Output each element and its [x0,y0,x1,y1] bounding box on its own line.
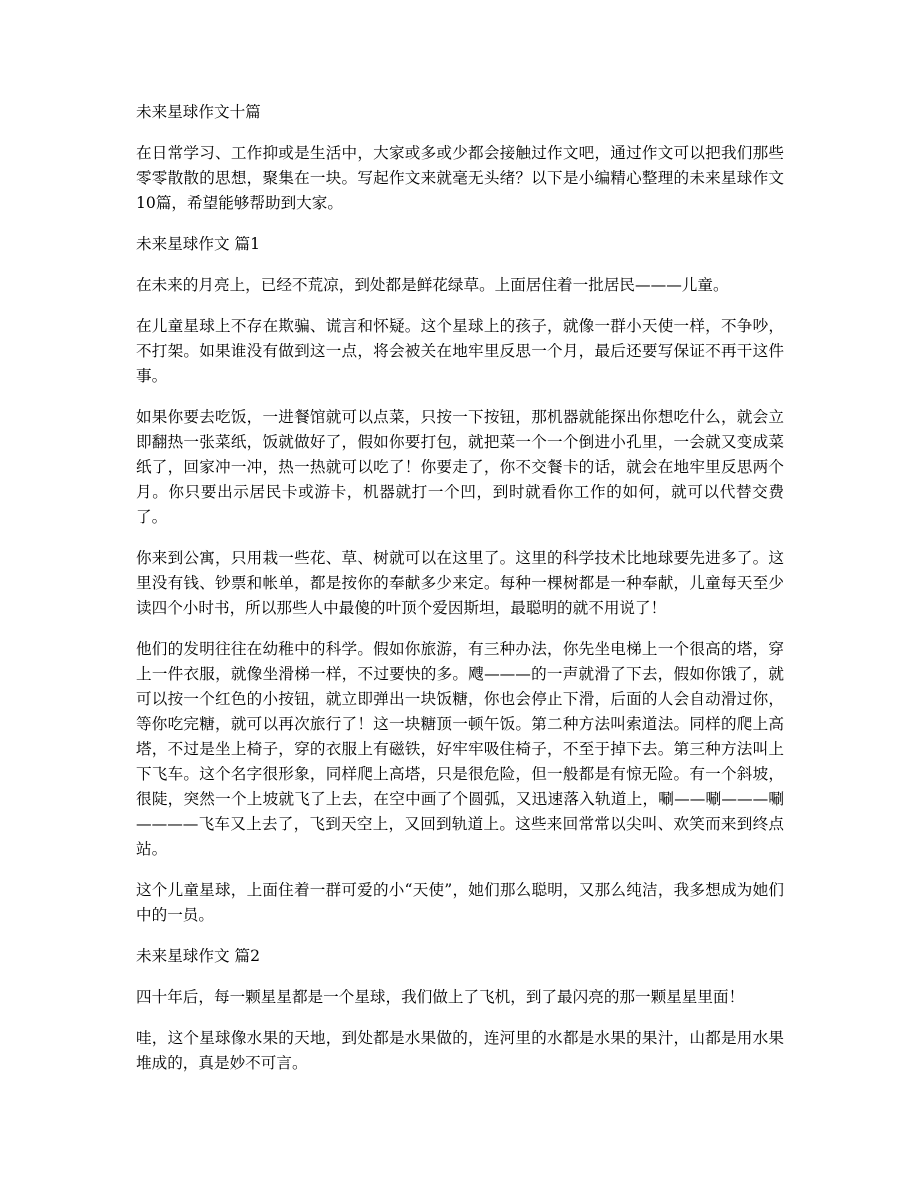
paragraph: 哇，这个星球像水果的天地，到处都是水果做的，连河里的水都是水果的果汁，山都是用水果堆成的，真是妙不可言。 [136,1029,784,1072]
paragraph: 这个儿童星球，上面住着一群可爱的小“天使”，她们那么聪明，又那么纯洁，我多想成为她们中的一员。 [136,881,784,924]
paragraph: 在儿童星球上不存在欺骗、谎言和怀疑。这个星球上的孩子，就像一群小天使一样，不争吵，不打架。如果谁没有做到这一点，将会被关在地牢里反思一个月，最后还要写保证不再干这件事。 [136,317,784,385]
paragraph: 你来到公寓，只用栽一些花、草、树就可以在这里了。这里的科学技术比地球要先进多了。这里没有钱、钞票和帐单，都是按你的奉献多少来定。每种一棵树都是一种奉献，儿童每天至少读四个小时书，所以那些人中最傻的叶顶个爱因斯坦，最聪明的就不用说了！ [136,549,784,617]
paragraph: 四十年后，每一颗星星都是一个星球，我们做上了飞机，到了最闪亮的那一颗星星里面！ [136,988,745,1006]
section-heading: 未来星球作文 篇2 [136,947,261,965]
paragraph: 他们的发明往往在幼稚中的科学。假如你旅游，有三种办法，你先坐电梯上一个很高的塔，穿上一件衣服，就像坐滑梯一样，不过要快的多。飕———的一声就滑了下去，假如你饿了，就可以按一个红色的小按钮，就立即弹出一块饭糖，你也会停止下滑，后面的人会自动滑过你，等你吃完糖，就可以再次旅行了！这一块糖顶一顿午饭。第二种方法叫索道法。同样的爬上高塔，不过是坐上椅子，穿的衣服上有磁铁，好牢牢吸住椅子，不至于掉下去。第三种方法叫上下飞车。这个名字很形象，同样爬上高塔，只是很危险，但一般都是有惊无险。有一个斜坡，很陡，突然一个上坡就飞了上去，在空中画了个圆弧，又迅速落入轨道上，唰——唰———唰————飞车又上去了，飞到天空上，又回到轨道上。这些来回常常以尖叫、欢笑而来到终点站。 [136,640,784,858]
paragraph: 在未来的月亮上，已经不荒凉，到处都是鲜花绿草。上面居住着一批居民———儿童。 [136,276,729,294]
document [136,100,784,1092]
document-title: 未来星球作文十篇 [136,103,261,121]
paragraph: 如果你要去吃饭，一进餐馆就可以点菜，只按一下按钮，那机器就能探出你想吃什么，就会立即翻热一张菜纸，饭就做好了，假如你要打包，就把菜一个一个倒进小孔里，一会就又变成菜纸了，回家冲一冲，热一热就可以吃了！你要走了，你不交餐卡的话，就会在地牢里反思两个月。你只要出示居民卡或游卡，机器就打一个凹，到时就看你工作的如何，就可以代替交费了。 [136,408,784,526]
section-heading: 未来星球作文 篇1 [136,235,261,253]
intro-paragraph: 在日常学习、工作抑或是生活中，大家或多或少都会接触过作文吧，通过作文可以把我们那些零零散散的思想，聚集在一块。写起作文来就毫无头绪？以下是小编精心整理的未来星球作文10篇，希望能够帮助到大家。 [136,144,784,212]
